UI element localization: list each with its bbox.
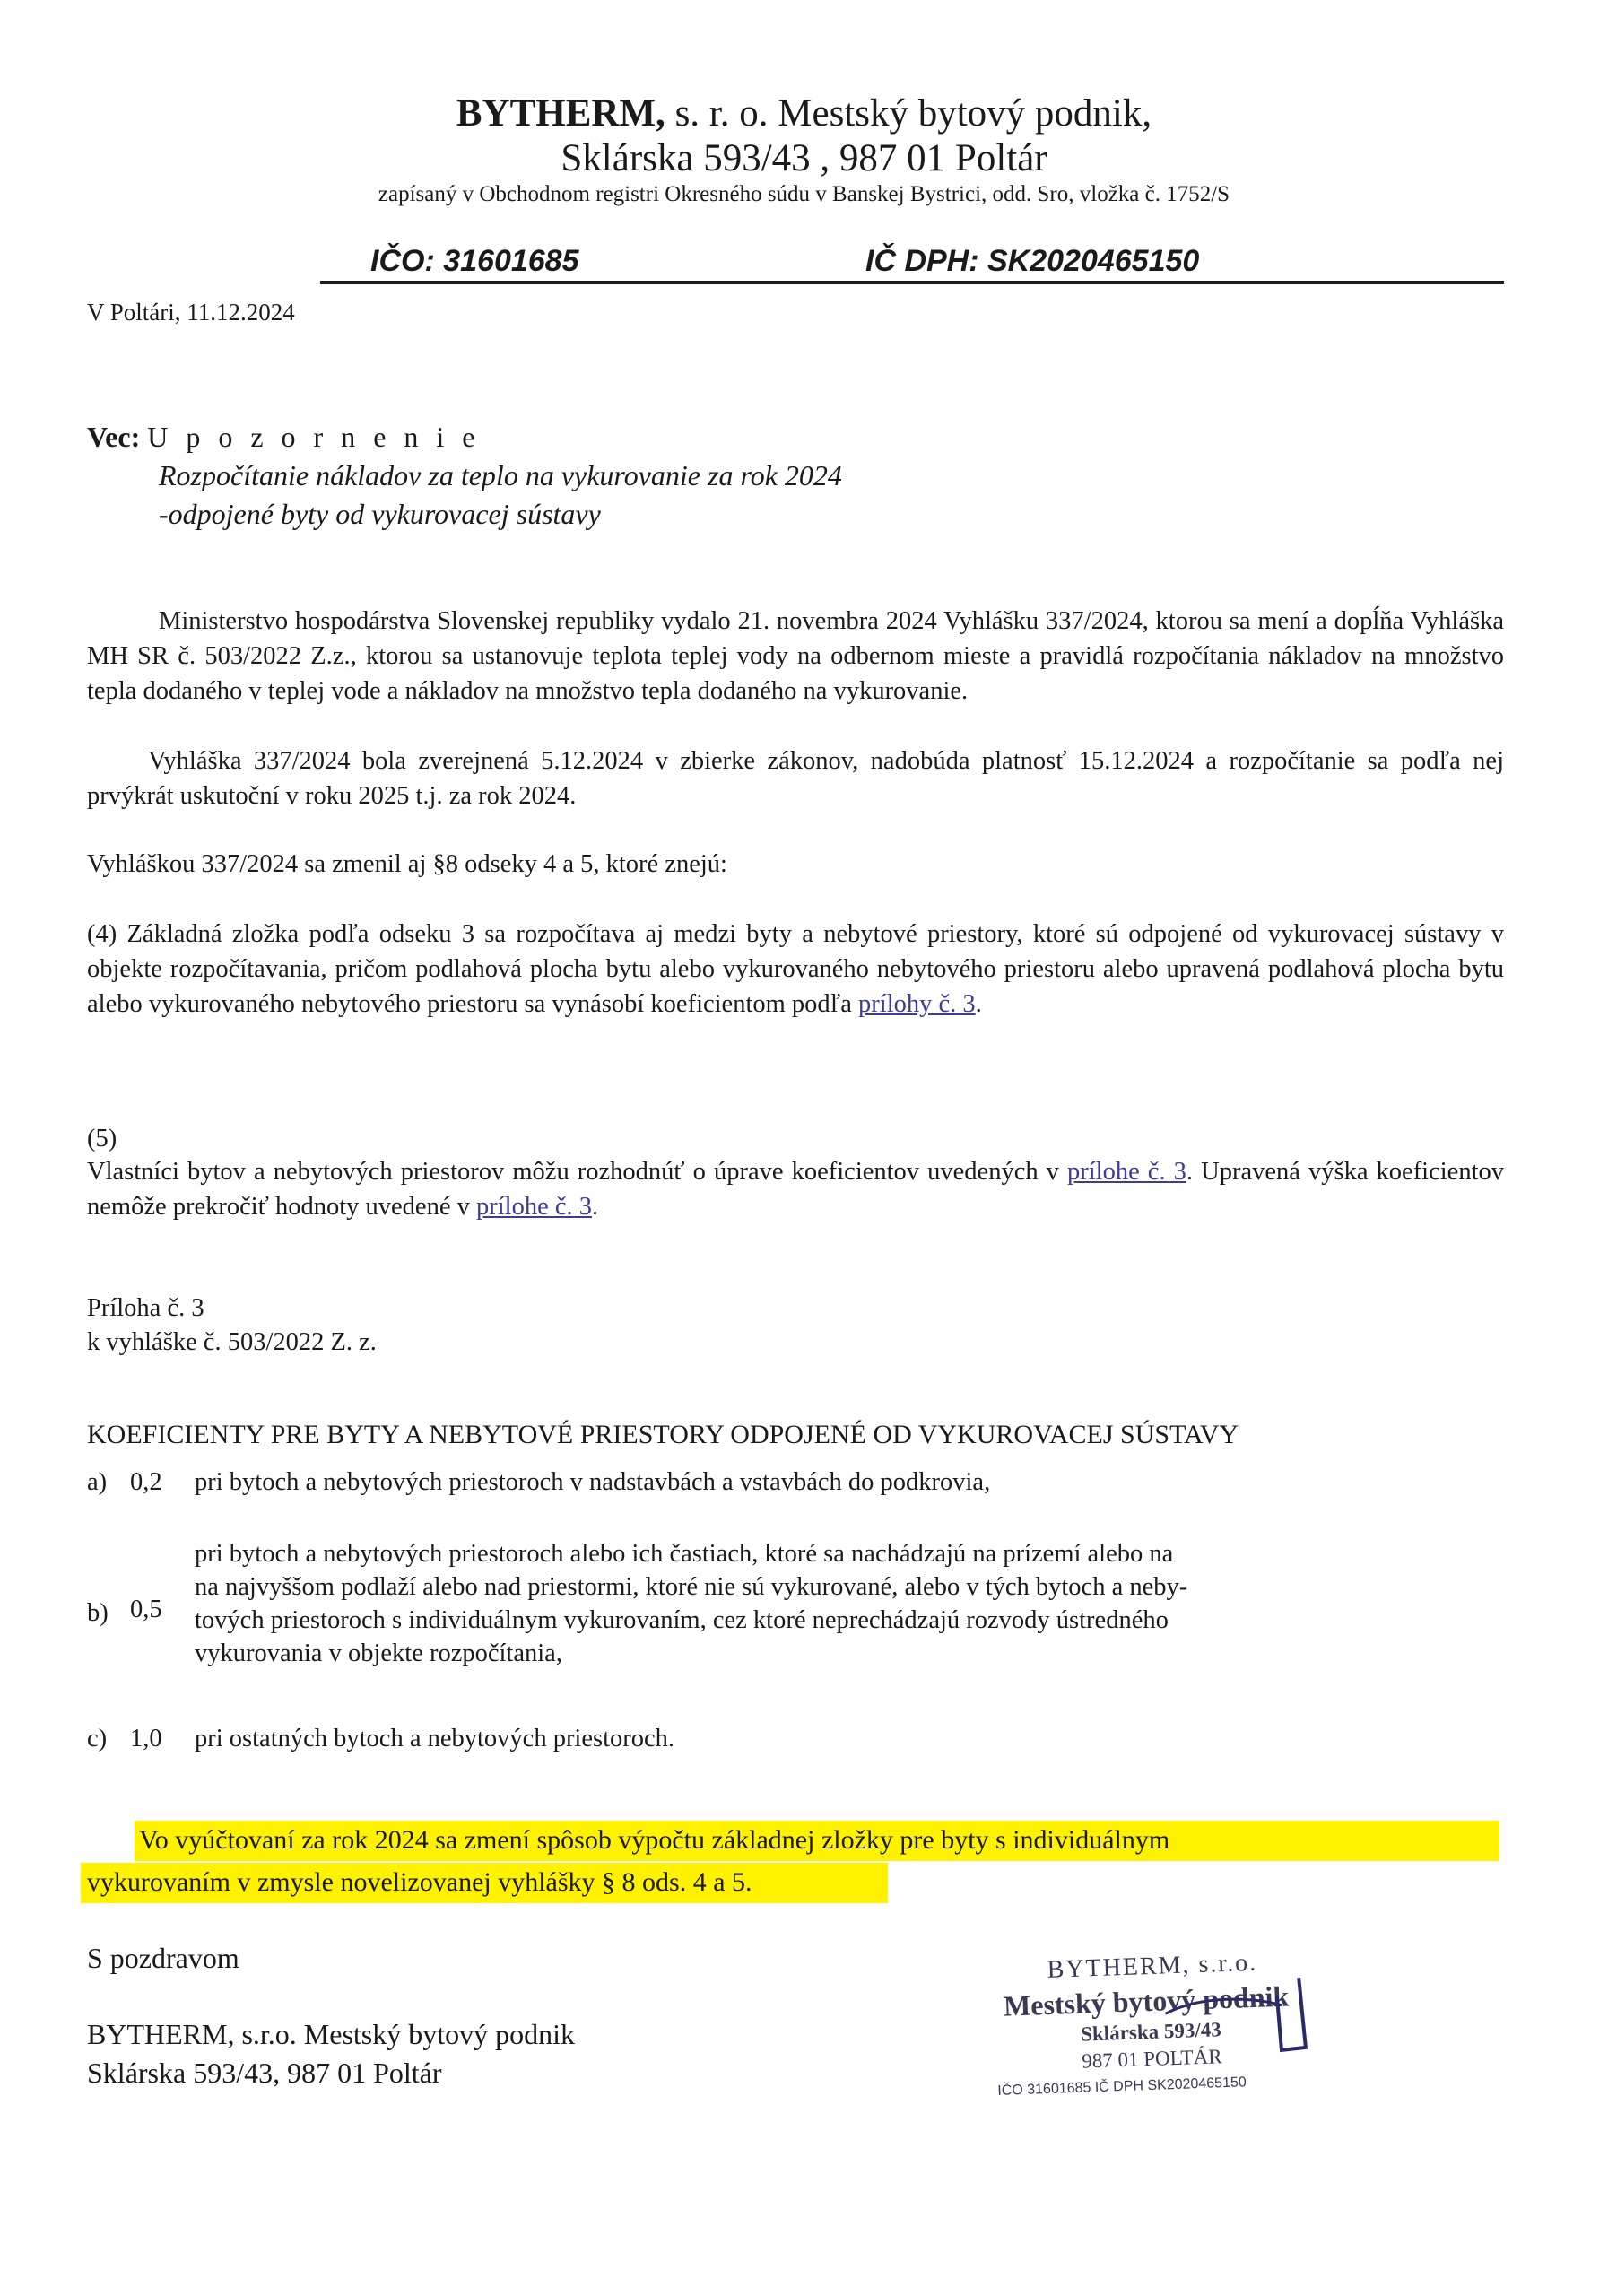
- letter-date: V Poltári, 11.12.2024: [87, 299, 295, 326]
- annex-title: Príloha č. 3: [87, 1294, 204, 1322]
- paragraph-section-5: [87, 1154, 1504, 1224]
- section-5-end: .: [592, 1193, 599, 1221]
- subject-label: Vec:: [87, 421, 141, 453]
- highlighted-notice-line-2: vykurovaním v zmysle novelizovanej vyhlášky § 8 ods. 4 a 5.: [87, 1867, 752, 1897]
- sender-name: BYTHERM, s.r.o. Mestský bytový podnik: [87, 2018, 576, 2050]
- stamp-address: Sklárska 593/43: [1080, 2018, 1222, 2046]
- coefficient-value: 1,0: [130, 1725, 162, 1752]
- coefficient-value: 0,2: [130, 1468, 162, 1496]
- paragraph-decree-issued: Ministerstvo hospodárstva Slovenskej republiky vydalo 21. novembra 2024 Vyhlášku 337/2024, ktorou sa mení a dopĺňa Vyhláška MH SR č. 503/2022 Z.z., ktorou sa ustanovuje teplota teplej vody na odbernom mieste a pravidlá rozpočítania nákladov na množstvo tepla dodaného v teplej vode a nákladov na množstvo tepla dodaného na vykurovanie.: [87, 607, 1504, 705]
- stamp-company: BYTHERM, s.r.o.: [1047, 1948, 1258, 1984]
- ico-number: IČO: 31601685: [370, 244, 579, 278]
- section-4-end: .: [975, 990, 982, 1018]
- subject-line-2: -odpojené byty od vykurovacej sústavy: [159, 498, 601, 530]
- company-name: BYTHERM,: [456, 92, 665, 135]
- stamp-city: 987 01 POLTÁR: [1081, 2045, 1222, 2073]
- coefficient-description-line: pri bytoch a nebytových priestoroch alebo ich častiach, ktoré sa nachádzajú na prízemí alebo na: [195, 1540, 1174, 1568]
- header-divider: [320, 281, 1504, 284]
- coefficient-letter: c): [87, 1725, 108, 1752]
- coefficients-title: KOEFICIENTY PRE BYTY A NEBYTOVÉ PRIESTORY ODPOJENÉ OD VYKUROVACEJ SÚSTAVY: [87, 1420, 1239, 1449]
- coefficient-letter: a): [87, 1468, 108, 1496]
- coefficient-value: 0,5: [130, 1596, 162, 1623]
- annex-3-link[interactable]: prílohy č. 3: [858, 990, 976, 1018]
- ic-dph-number: IČ DPH: SK2020465150: [865, 244, 1200, 278]
- stamp-ids: IČO 31601685 IČ DPH SK2020465150: [997, 2074, 1247, 2099]
- subject-line: [87, 421, 481, 454]
- coefficient-letter: b): [87, 1599, 109, 1627]
- coefficient-description-line: tových priestoroch s individuálnym vykurovaním, cez ktoré neprechádzajú rozvody ústredného: [195, 1606, 1169, 1634]
- coefficient-description-line: vykurovania v objekte rozpočítania,: [195, 1639, 562, 1667]
- company-header: [0, 91, 1608, 135]
- closing-greeting: S pozdravom: [87, 1942, 239, 1974]
- paragraph-decree-published: Vyhláška 337/2024 bola zverejnená 5.12.2024 v zbierke zákonov, nadobúda platnosť 15.12.2024 a rozpočítanie sa podľa nej prvýkrát uskutoční v roku 2025 t.j. za rok 2024.: [87, 747, 1504, 810]
- section-5-text-b: . Upravená výška koeficientov nemôže prekročiť hodnoty uvedené v: [87, 1158, 1504, 1221]
- coefficient-description: pri bytoch a nebytových priestoroch v nadstavbách a vstavbách do podkrovia,: [195, 1468, 991, 1496]
- subject-line-1: Rozpočítanie nákladov za teplo na vykurovanie za rok 2024: [159, 459, 842, 491]
- annex-reference: k vyhláške č. 503/2022 Z. z.: [87, 1328, 377, 1356]
- stamp-subtitle: Mestský bytový podnik: [1003, 1979, 1290, 2022]
- section-5-text-a: Vlastníci bytov a nebytových priestorov môžu rozhodnúť o úprave koeficientov uvedených v: [87, 1158, 1067, 1186]
- company-name-rest: s. r. o. Mestský bytový podnik,: [674, 92, 1152, 135]
- signature-mark: [993, 1940, 1357, 2114]
- company-address: Sklárska 593/43 , 987 01 Poltár: [561, 137, 1047, 179]
- paragraph-section-4: [87, 917, 1504, 1022]
- paragraph-amendment-intro: Vyhláškou 337/2024 sa zmenil aj §8 odseky 4 a 5, ktoré znejú:: [87, 850, 727, 878]
- company-stamp: [993, 1940, 1357, 2114]
- coefficient-description-line: na najvyššom podlaží alebo nad priestormi, ktoré nie sú vykurované, alebo v tých bytoch a neby-: [195, 1573, 1188, 1601]
- annex-3-link[interactable]: prílohe č. 3: [1067, 1158, 1186, 1186]
- annex-3-link[interactable]: prílohe č. 3: [476, 1193, 593, 1221]
- section-5-number: (5): [87, 1125, 117, 1152]
- coefficient-description: pri ostatných bytoch a nebytových priestoroch.: [195, 1725, 675, 1752]
- section-4-text: (4) Základná zložka podľa odseku 3 sa rozpočítava aj medzi byty a nebytové priestory, ktoré sú odpojené od vykurovacej sústavy v objekte rozpočítavania, pričom podlahová plocha bytu alebo vykurovaného nebytového priestoru alebo upravená podlahová plocha bytu alebo vykurovaného nebytového priestoru sa vynásobí koeficientom podľa: [87, 920, 1504, 1018]
- highlighted-notice-line-1: Vo vyúčtovaní za rok 2024 sa zmení spôsob výpočtu základnej zložky pre byty s individuálnym: [139, 1825, 1170, 1855]
- company-registry: zapísaný v Obchodnom registri Okresného súdu v Banskej Bystrici, odd. Sro, vložka č. 1752/S: [378, 182, 1230, 206]
- subject-title: U p o z o r n e n i e: [147, 421, 481, 453]
- sender-address: Sklárska 593/43, 987 01 Poltár: [87, 2057, 442, 2089]
